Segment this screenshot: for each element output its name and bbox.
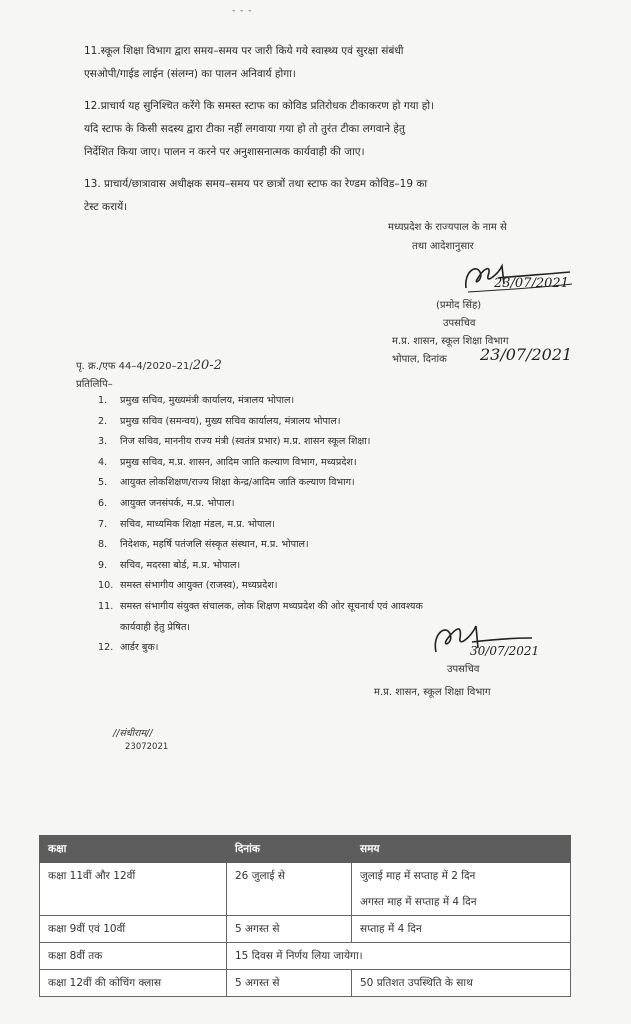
instruction-line: टेस्ट करायें। [84,201,128,213]
recipient-number: 12. [98,642,114,654]
endorsement-reference [76,358,222,373]
class-cell: कक्षा 9वीं एवं 10वीं [40,916,227,943]
class-cell: कक्षा 11वीं और 12वीं [40,863,227,916]
instruction-line: यदि स्टाफ के किसी सदस्य द्वारा टीका नहीं लगवाया गया हो तो तुरंत टीका लगवाने हेतु [84,123,405,135]
order-authority-line: तथा आदेशानुसार [412,241,474,252]
recipient-text: समस्त संभागीय आयुक्त (राजस्व), मध्यप्रदेश। [120,580,278,592]
timing-line: जुलाई माह में सप्ताह में 2 दिन [360,870,476,882]
recipient-text: सचिव, मदरसा बोर्ड, म.प्र. भोपाल। [120,559,241,571]
recipient-number: 10. [98,580,114,592]
instruction-item-11 [84,40,564,86]
recipient-number: 9. [98,559,108,571]
place-date-label: भोपाल, दिनांक [392,354,447,365]
date-cell: 26 जुलाई से [227,863,352,916]
handwritten-date: 23/07/2021 [480,345,573,364]
recipient-number: 4. [98,456,108,468]
table-row [40,916,571,943]
page-top-mark: - - - [232,6,253,16]
instruction-line: 11.स्कूल शिक्षा विभाग द्वारा समय–समय पर जारी किये गये स्वास्थ्य एवं सुरक्षा संबंधी [84,45,404,57]
date-cell: 15 दिवस में निर्णय लिया जायेगा। [227,943,571,970]
recipient-number: 11. [98,600,114,612]
order-authority-block [388,218,507,256]
recipient-item [98,556,423,577]
recipient-text: आयुक्त लोकशिक्षण/राज्य शिक्षा केन्द्र/आदिम जाति कल्याण विभाग। [120,477,355,489]
column-header: दिनांक [227,836,352,863]
recipient-text: समस्त संभागीय संयुक्त संचालक, लोक शिक्षण मध्यप्रदेश की ओर सूचनार्थ एवं आवश्यक [120,600,423,612]
recipient-number: 5. [98,477,108,489]
timing-cell: 50 प्रतिशत उपस्थिति के साथ [352,970,571,997]
reference-prefix: पृ. क्र./एफ 44–4/2020–21/ [76,361,193,372]
recipient-item [98,473,423,494]
recipient-item [98,453,423,474]
timing-line: अगस्त माह में सप्ताह में 4 दिन [360,896,477,908]
recipient-item [98,515,423,536]
class-cell: कक्षा 8वीं तक [40,943,227,970]
timing-cell: सप्ताह में 4 दिन [352,916,571,943]
recipient-text: प्रमुख सचिव, मुख्यमंत्री कार्यालय, मंत्रालय भोपाल। [120,395,295,406]
reference-handwritten: 20-2 [192,358,222,373]
recipient-text: आर्डर बुक। [120,642,159,654]
recipient-text: निदेशक, महर्षि पतंजलि संस्कृत संस्थान, म.प्र. भोपाल। [120,539,309,551]
recipient-item [98,391,423,412]
instruction-line: एसओपी/गाईड लाईन (संलग्न) का पालन अनिवार्य होगा। [84,68,296,80]
instruction-line: 13. प्राचार्य/छात्रावास अधीक्षक समय–समय पर छात्रों तथा स्टाफ का रेण्डम कोविड–19 का [84,178,428,190]
recipient-item [98,432,423,453]
recipient-item [98,576,423,597]
recipient-item [98,412,423,433]
signature-date: 23/07/2021 [494,276,569,291]
recipient-number: 8. [98,539,108,551]
schedule-table [39,835,571,997]
table-row [40,863,571,916]
recipient-text: निज सचिव, माननीय राज्य मंत्री (स्वतंत्र प्रभार) म.प्र. शासन स्कूल शिक्षा। [120,436,371,448]
recipient-item [98,494,423,515]
recipient-item [98,535,423,556]
copy-to-heading: प्रतिलिपि– [76,379,113,390]
date-cell: 5 अगस्त से [227,916,352,943]
instruction-line: निर्देशित किया जाए। पालन न करने पर अनुशासनात्मक कार्यवाही की जाए। [84,146,365,158]
recipient-text: आयुक्त जनसंपर्क, म.प्र. भोपाल। [120,497,235,509]
table-row [40,943,571,970]
recipient-number: 3. [98,436,108,448]
recipient-number: 2. [98,415,108,427]
recipient-list [98,391,423,659]
column-header: समय [352,836,571,863]
instruction-item-12 [84,95,564,164]
recipient-number: 6. [98,497,108,509]
recipient-text: सचिव, माध्यमिक शिक्षा मंडल, म.प्र. भोपाल। [120,518,276,530]
recipient-text: कार्यवाही हेतु प्रेषित। [120,621,191,633]
table-header-row [40,836,571,863]
document-number: 23072021 [125,742,169,752]
recipient-text: प्रमुख सचिव (समन्वय), मुख्य सचिव कार्यालय, मंत्रालय भोपाल। [120,415,341,427]
class-cell: कक्षा 12वीं की कोचिंग क्लास [40,970,227,997]
instruction-item-13 [84,173,564,219]
order-authority-line: मध्यप्रदेश के राज्यपाल के नाम से [388,222,507,233]
signatory-name: (प्रमोद सिंह) [436,300,482,311]
recipient-number: 7. [98,518,108,530]
second-signature-date: 30/07/2021 [470,644,540,658]
table-row [40,970,571,997]
recipient-item [98,638,423,659]
timing-cell [352,863,571,916]
recipient-item [98,597,423,618]
signatory-office: म.प्र. शासन, स्कूल शिक्षा विभाग [392,336,509,347]
second-signatory-designation: उपसचिव [447,664,480,675]
column-header: कक्षा [40,836,227,863]
date-cell: 5 अगस्त से [227,970,352,997]
recipient-number: 1. [98,395,108,406]
recipient-item [98,618,423,639]
instruction-line: 12.प्राचार्य यह सुनिश्चित करेंगे कि समस्त स्टाफ का कोविड प्रतिरोधक टीकाकरण हो गया हो। [84,100,435,112]
typist-mark: //संधीराम// [113,728,153,739]
recipient-text: प्रमुख सचिव, म.प्र. शासन, आदिम जाति कल्याण विभाग, मध्यप्रदेश। [120,456,357,468]
second-signatory-office: म.प्र. शासन, स्कूल शिक्षा विभाग [374,687,491,698]
signatory-designation: उपसचिव [443,318,476,329]
